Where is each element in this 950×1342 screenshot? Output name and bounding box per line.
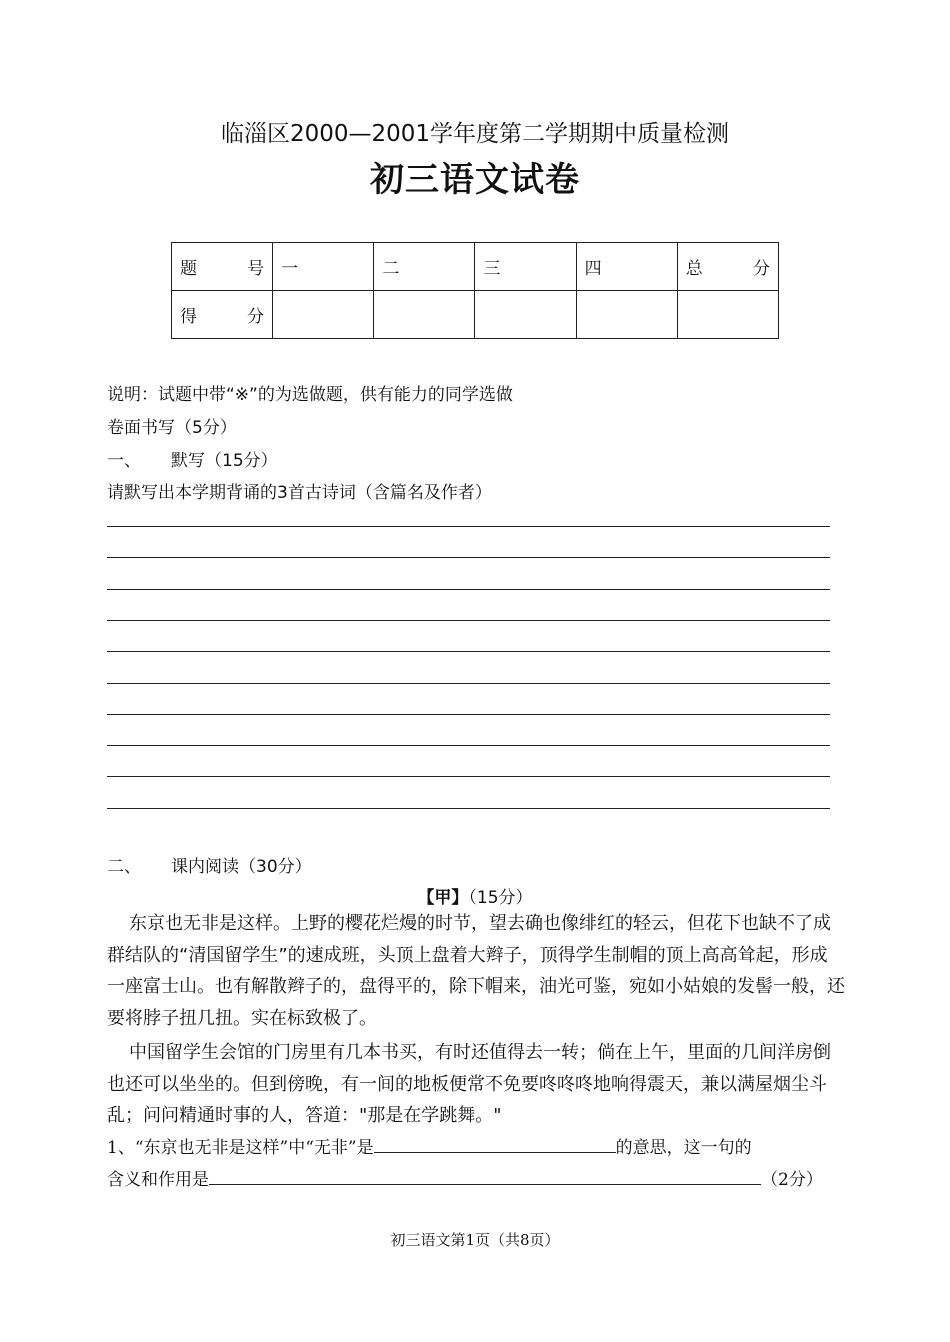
- label-hao: 号: [247, 259, 265, 279]
- section-2-title: 课内阅读（30分）: [171, 857, 312, 877]
- question-1-blank-explanation[interactable]: [209, 1166, 761, 1185]
- score-input-cell-3[interactable]: [475, 291, 576, 339]
- section-1-prompt: 请默写出本学期背诵的3首古诗词（含篇名及作者）: [107, 483, 492, 503]
- question-1-line-1: [107, 1133, 752, 1158]
- question-1-blank-meaning[interactable]: [374, 1134, 616, 1153]
- instruction-note: 说明：试题中带“※”的为选做题，供有能力的同学选做: [107, 385, 513, 405]
- answer-line[interactable]: [107, 683, 830, 684]
- answer-line[interactable]: [107, 808, 830, 809]
- section-1-heading: [107, 446, 278, 471]
- section-2-heading: [107, 852, 312, 877]
- part-jia-heading: [0, 883, 950, 908]
- question-1-text-c: 含义和作用是: [107, 1170, 209, 1190]
- label-de: 得: [180, 307, 197, 327]
- score-cell-col-4: 四: [576, 243, 677, 291]
- passage-paragraph-1: 东京也无非是这样。上野的樱花烂熳的时节，望去确也像绯红的轻云，但花下也缺不了成群结队的“清国留学生”的速成班，头顶上盘着大辫子，顶得学生制帽的顶上高高耸起，形成一座富士山。也有解散辫子的，盘得平的，除下帽来，油光可鉴，宛如小姑娘的发髻一般，还要将脖子扭几扭。实在标致极了。: [107, 913, 845, 1029]
- score-cell-total-label: [677, 243, 778, 291]
- score-table: [171, 242, 779, 339]
- label-zong: 总: [685, 259, 703, 279]
- part-jia-label: 【甲】: [417, 888, 469, 908]
- answer-line[interactable]: [107, 589, 830, 590]
- exam-subtitle: 临淄区2000—2001学年度第二学期期中质量检测: [220, 121, 730, 147]
- label-fen: 分: [753, 259, 770, 279]
- question-1-line-2: [107, 1165, 823, 1190]
- question-1-text-a: 1、“东京也无非是这样”中“无非”是: [107, 1138, 374, 1158]
- score-cell-col-1: 一: [273, 243, 374, 291]
- question-1-text-b: 的意思，这一句的: [615, 1138, 752, 1158]
- section-1-number: 一、: [107, 451, 141, 471]
- score-cell-score-label: [172, 291, 273, 339]
- answer-line[interactable]: [107, 714, 830, 715]
- score-cell-col-2: 二: [374, 243, 475, 291]
- score-input-cell-1[interactable]: [273, 291, 374, 339]
- answer-line[interactable]: [107, 776, 830, 777]
- exam-title: 初三语文试卷: [370, 160, 580, 200]
- part-jia-points: （15分）: [468, 888, 533, 908]
- score-input-cell-4[interactable]: [576, 291, 677, 339]
- score-table-row-header: [172, 243, 779, 291]
- label-ti: 题: [180, 259, 197, 279]
- section-2-number: 二、: [107, 857, 141, 877]
- page-footer: 初三语文第1页（共8页）: [390, 1231, 560, 1249]
- label-fen-2: 分: [247, 307, 265, 327]
- score-cell-question-number-label: [172, 243, 273, 291]
- score-input-cell-total[interactable]: [677, 291, 778, 339]
- question-1-points: （2分）: [761, 1170, 823, 1190]
- score-input-cell-2[interactable]: [374, 291, 475, 339]
- score-cell-col-3: 三: [475, 243, 576, 291]
- answer-line[interactable]: [107, 557, 830, 558]
- answer-line[interactable]: [107, 526, 830, 527]
- section-1-title: 默写（15分）: [171, 451, 278, 471]
- answer-line[interactable]: [107, 620, 830, 621]
- passage-paragraph-2: 中国留学生会馆的门房里有几本书买，有时还值得去一转；倘在上午，里面的几间洋房倒也还可以坐坐的。但到傍晚，有一间的地板便常不免要咚咚咚地响得震天，兼以满屋烟尘斗乱；问问精通时事的人，答道："那是在学跳舞。": [107, 1042, 831, 1126]
- answer-line[interactable]: [107, 745, 830, 746]
- answer-line[interactable]: [107, 651, 830, 652]
- score-table-row-scores: [172, 291, 779, 339]
- handwriting-note: 卷面书写（5分）: [107, 418, 237, 438]
